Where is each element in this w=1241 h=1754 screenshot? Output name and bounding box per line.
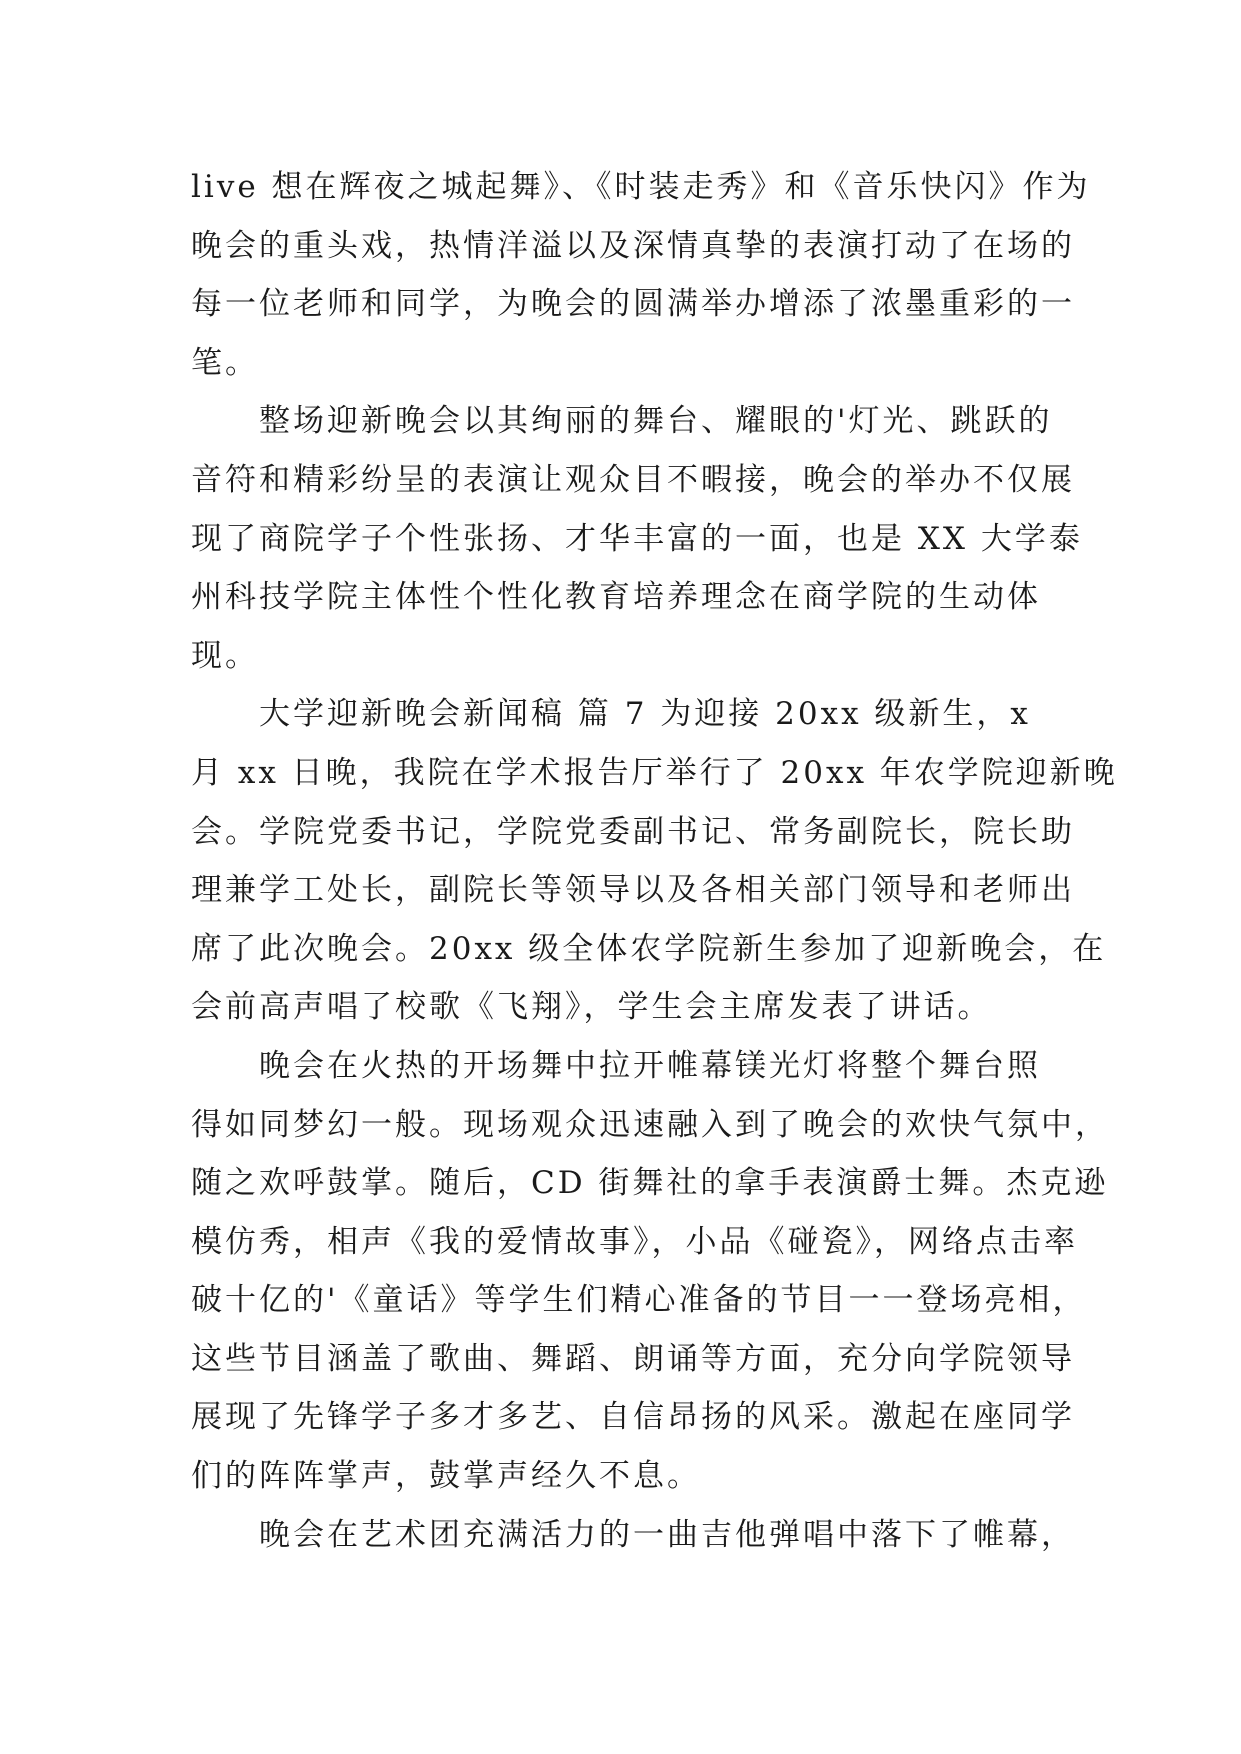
text-line: 笔。 [191, 344, 259, 381]
document-body [191, 158, 1118, 1564]
section-heading-line: 大学迎新晚会新闻稿 篇 7 为迎接 20xx 级新生，x [259, 696, 1031, 733]
text-line: 州科技学院主体性个性化教育培养理念在商学院的生动体 [191, 579, 1041, 616]
text-line: 理兼学工处长，副院长等领导以及各相关部门领导和老师出 [191, 872, 1075, 909]
text-line: 会。学院党委书记，学院党委副书记、常务副院长，院长助 [191, 813, 1075, 850]
text-line: 这些节目涵盖了歌曲、舞蹈、朗诵等方面，充分向学院领导 [191, 1340, 1075, 1377]
text-line: 模仿秀，相声《我的爱情故事》，小品《碰瓷》，网络点击率 [191, 1223, 1078, 1260]
text-line: 会前高声唱了校歌《飞翔》，学生会主席发表了讲话。 [191, 989, 992, 1026]
text-line: 们的阵阵掌声，鼓掌声经久不息。 [191, 1458, 701, 1495]
text-line: 得如同梦幻一般。现场观众迅速融入到了晚会的欢快气氛中， [191, 1106, 1109, 1143]
paragraph-first-line: 晚会在火热的开场舞中拉开帷幕镁光灯将整个舞台照 [259, 1047, 1041, 1084]
text-line: live 想在辉夜之城起舞》、《时装走秀》和《音乐快闪》作为 [191, 169, 1091, 205]
paragraph-first-line: 晚会在艺术团充满活力的一曲吉他弹唱中落下了帷幕， [259, 1516, 1075, 1553]
text-line: 展现了先锋学子多才多艺、自信昂扬的风采。激起在座同学 [191, 1399, 1075, 1436]
text-line: 破十亿的'《童话》等学生们精心准备的节目一一登场亮相， [191, 1282, 1087, 1319]
text-line: 音符和精彩纷呈的表演让观众目不暇接，晚会的举办不仅展 [191, 461, 1075, 498]
text-line: 现了商院学子个性张扬、才华丰富的一面，也是 XX 大学泰 [191, 520, 1083, 557]
text-line: 月 xx 日晚，我院在学术报告厅举行了 20xx 年农学院迎新晚 [191, 754, 1118, 791]
text-line: 晚会的重头戏，热情洋溢以及深情真挚的表演打动了在场的 [191, 227, 1075, 264]
text-line: 现。 [191, 637, 259, 674]
text-line: 席了此次晚会。20xx 级全体农学院新生参加了迎新晚会，在 [191, 930, 1107, 967]
text-line: 随之欢呼鼓掌。随后，CD 街舞社的拿手表演爵士舞。杰克逊 [191, 1165, 1109, 1202]
paragraph-first-line: 整场迎新晚会以其绚丽的舞台、耀眼的'灯光、跳跃的 [259, 403, 1053, 440]
text-line: 每一位老师和同学，为晚会的圆满举办增添了浓墨重彩的一 [191, 286, 1075, 323]
